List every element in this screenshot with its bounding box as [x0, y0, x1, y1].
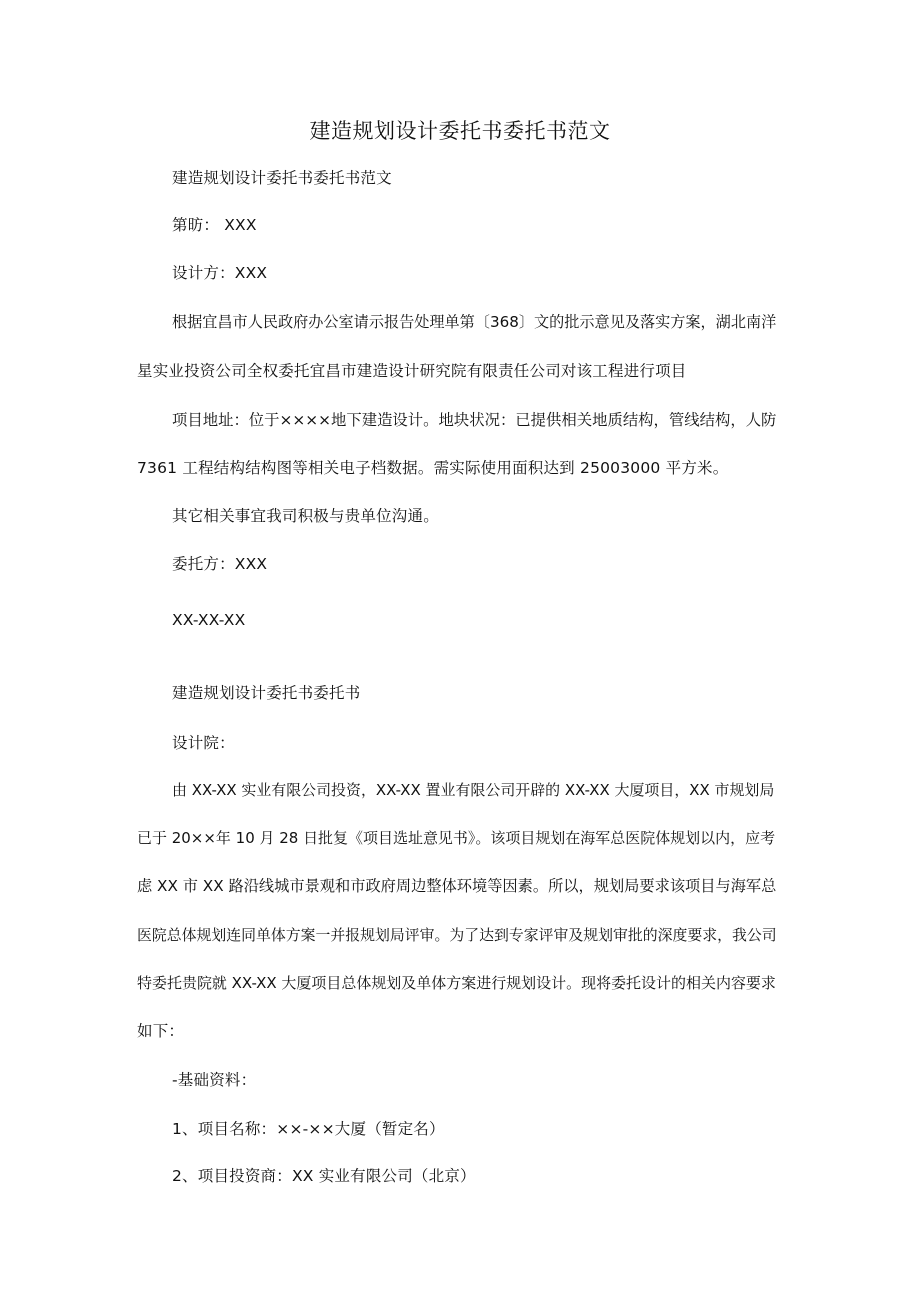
- client-line: 第昉： XXX: [172, 216, 257, 234]
- section2-para1-line5: 特委托贵院就 XX-XX 大厦项目总体规划及单体方案进行规划设计。现将委托设计的相关内容要求: [137, 974, 776, 992]
- section1-para2-line2: 7361 工程结构结构图等相关电子档数据。需实际使用面积达到 25003000 平方米。: [137, 459, 729, 477]
- section2-para1-line3: 虑 XX 市 XX 路沿线城市景观和市政府周边整体环境等因素。所以，规划局要求该项目与海军总: [137, 877, 777, 895]
- section2-para1-line2: 已于 20××年 10 月 28 日批复《项目选址意见书》。该项目规划在海军总医院体规划以内，应考: [137, 829, 776, 847]
- addressee-line: 设计院：: [172, 734, 235, 752]
- section2-para1-line1: 由 XX-XX 实业有限公司投资，XX-XX 置业有限公司开辟的 XX-XX 大厦项目，XX 市规划局: [172, 781, 775, 799]
- signer-line: 委托方：XXX: [172, 555, 268, 573]
- section1-para1-line1: 根据宜昌市人民政府办公室请示报告处理单第〔368〕文的批示意见及落实方案，湖北南洋: [172, 313, 777, 331]
- section1-para1-line2: 星实业投资公司全权委托宜昌市建造设计研究院有限责任公司对该工程进行项目: [137, 362, 687, 380]
- date-line: XX-XX-XX: [172, 611, 246, 629]
- section1-subtitle: 建造规划设计委托书委托书范文: [172, 169, 392, 187]
- section2-para1-line6: 如下：: [137, 1022, 185, 1040]
- section2-para1-line4: 医院总体规划连同单体方案一并报规划局评审。为了达到专家评审及规划审批的深度要求，我公司: [137, 926, 777, 944]
- section1-para3: 其它相关事宜我司积极与贵单位沟通。: [172, 507, 439, 525]
- list-item-project-name: 1、项目名称：××-××大厦（暂定名）: [172, 1120, 445, 1138]
- section1-para2-line1: 项目地址：位于××××地下建造设计。地块状况：已提供相关地质结构，管线结构，人防: [172, 411, 777, 429]
- page-title: 建造规划设计委托书委托书范文: [309, 119, 611, 143]
- section2-subtitle: 建造规划设计委托书委托书: [172, 684, 361, 702]
- basic-info-heading: -基础资料：: [172, 1071, 257, 1089]
- list-item-investor: 2、项目投资商：XX 实业有限公司（北京）: [172, 1167, 476, 1185]
- designer-line: 设计方：XXX: [172, 264, 268, 282]
